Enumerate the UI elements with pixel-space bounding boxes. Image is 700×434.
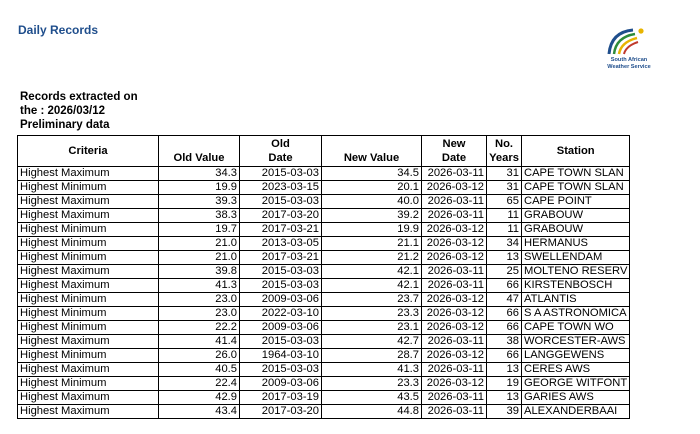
cell-new-value: 19.9 [322,223,422,237]
cell-years: 66 [487,307,522,321]
cell-new-date: 2026-03-11 [422,335,487,349]
saws-logo-icon [607,24,651,56]
cell-new-value: 42.1 [322,265,422,279]
extraction-date: the : 2026/03/12 [20,105,106,117]
cell-criteria: Highest Maximum [18,265,159,279]
cell-old-date: 2015-03-03 [240,335,322,349]
cell-criteria: Highest Minimum [18,377,159,391]
col-old-date-line2: Date [268,152,293,164]
cell-new-date: 2026-03-12 [422,237,487,251]
col-new-date [422,136,487,167]
cell-old-date: 2015-03-03 [240,363,322,377]
table-row [18,181,630,195]
cell-new-date: 2026-03-11 [422,209,487,223]
cell-years: 39 [487,405,522,419]
table-row [18,265,630,279]
logo-text-line1: South African [610,57,648,63]
cell-new-value: 23.3 [322,377,422,391]
table-row [18,363,630,377]
cell-station: ALEXANDERBAAI [522,405,630,419]
cell-criteria: Highest Minimum [18,293,159,307]
cell-years: 38 [487,335,522,349]
cell-station: S A ASTRONOMICA [522,307,630,321]
cell-new-date: 2026-03-11 [422,279,487,293]
cell-new-value: 42.7 [322,335,422,349]
cell-old-date: 1964-03-10 [240,349,322,363]
table-row [18,377,630,391]
table-row [18,307,630,321]
col-years-line1: No. [494,138,514,150]
cell-new-value: 40.0 [322,195,422,209]
table-row [18,321,630,335]
cell-new-value: 21.2 [322,251,422,265]
col-criteria: Criteria [18,136,159,167]
cell-old-date: 2015-03-03 [240,167,322,181]
cell-station: KIRSTENBOSCH [522,279,630,293]
cell-new-value: 23.7 [322,293,422,307]
cell-station: CAPE TOWN SLAN [522,167,630,181]
cell-old-value: 40.5 [159,363,240,377]
cell-new-date: 2026-03-11 [422,391,487,405]
cell-criteria: Highest Maximum [18,335,159,349]
cell-years: 31 [487,181,522,195]
cell-station: GRABOUW [522,209,630,223]
cell-old-date: 2017-03-20 [240,209,322,223]
cell-criteria: Highest Minimum [18,237,159,251]
cell-years: 11 [487,209,522,223]
table-row [18,167,630,181]
cell-years: 13 [487,363,522,377]
cell-new-value: 23.1 [322,321,422,335]
cell-new-date: 2026-03-11 [422,405,487,419]
cell-station: CAPE TOWN WO [522,321,630,335]
cell-old-value: 21.0 [159,237,240,251]
col-years-line2: Years [489,152,519,164]
extraction-line1: Records extracted on [20,91,138,103]
cell-new-value: 23.3 [322,307,422,321]
cell-old-value: 26.0 [159,349,240,363]
cell-new-date: 2026-03-12 [422,293,487,307]
cell-new-value: 39.2 [322,209,422,223]
cell-years: 47 [487,293,522,307]
table-row [18,209,630,223]
table-row [18,279,630,293]
cell-criteria: Highest Maximum [18,279,159,293]
cell-new-value: 28.7 [322,349,422,363]
cell-old-date: 2009-03-06 [240,321,322,335]
cell-old-value: 23.0 [159,307,240,321]
cell-criteria: Highest Maximum [18,167,159,181]
cell-station: CAPE POINT [522,195,630,209]
cell-station: WORCESTER-AWS [522,335,630,349]
cell-criteria: Highest Minimum [18,307,159,321]
cell-criteria: Highest Minimum [18,321,159,335]
cell-years: 13 [487,251,522,265]
cell-new-value: 42.1 [322,279,422,293]
cell-criteria: Highest Maximum [18,363,159,377]
cell-old-value: 41.3 [159,279,240,293]
cell-station: GEORGE WITFONT [522,377,630,391]
cell-old-date: 2017-03-19 [240,391,322,405]
table-row [18,237,630,251]
cell-new-date: 2026-03-11 [422,195,487,209]
cell-old-date: 2015-03-03 [240,195,322,209]
cell-old-date: 2015-03-03 [240,279,322,293]
cell-old-date: 2017-03-20 [240,405,322,419]
cell-years: 66 [487,349,522,363]
cell-old-value: 23.0 [159,293,240,307]
cell-station: LANGGEWENS [522,349,630,363]
cell-new-date: 2026-03-12 [422,251,487,265]
cell-old-value: 39.3 [159,195,240,209]
cell-new-date: 2026-03-11 [422,265,487,279]
cell-old-value: 39.8 [159,265,240,279]
cell-station: SWELLENDAM [522,251,630,265]
cell-old-date: 2015-03-03 [240,265,322,279]
cell-years: 31 [487,167,522,181]
cell-new-value: 34.5 [322,167,422,181]
cell-station: CERES AWS [522,363,630,377]
cell-new-value: 21.1 [322,237,422,251]
cell-old-value: 38.3 [159,209,240,223]
col-years [487,136,522,167]
table-row [18,391,630,405]
cell-new-value: 20.1 [322,181,422,195]
logo-text-line2: Weather Service [607,63,651,70]
cell-station: GRABOUW [522,223,630,237]
col-new-date-line1: New [442,138,466,150]
cell-years: 65 [487,195,522,209]
cell-new-date: 2026-03-12 [422,321,487,335]
cell-criteria: Highest Minimum [18,251,159,265]
records-table [17,135,630,419]
cell-years: 34 [487,237,522,251]
col-new-date-line2: Date [441,152,467,164]
col-station: Station [522,136,630,167]
cell-new-date: 2026-03-12 [422,181,487,195]
cell-old-value: 42.9 [159,391,240,405]
cell-old-value: 34.3 [159,167,240,181]
table-header-row [18,136,630,167]
cell-years: 66 [487,279,522,293]
cell-station: MOLTENO RESERV [522,265,630,279]
table-row [18,349,630,363]
cell-criteria: Highest Maximum [18,405,159,419]
cell-station: GARIES AWS [522,391,630,405]
table-row [18,405,630,419]
table-body [18,167,630,419]
cell-criteria: Highest Maximum [18,209,159,223]
cell-criteria: Highest Minimum [18,181,159,195]
cell-old-value: 19.9 [159,181,240,195]
cell-station: ATLANTIS [522,293,630,307]
cell-new-value: 41.3 [322,363,422,377]
cell-new-date: 2026-03-12 [422,223,487,237]
cell-criteria: Highest Maximum [18,195,159,209]
table-row [18,195,630,209]
cell-old-value: 43.4 [159,405,240,419]
cell-years: 66 [487,321,522,335]
cell-station: HERMANUS [522,237,630,251]
col-old-date [240,136,322,167]
cell-new-value: 44.8 [322,405,422,419]
cell-old-value: 22.2 [159,321,240,335]
cell-old-date: 2022-03-10 [240,307,322,321]
cell-old-date: 2017-03-21 [240,251,322,265]
page-title: Daily Records [18,23,99,37]
col-old-date-line1: Old [271,138,290,150]
col-new-value: New Value [322,136,422,167]
cell-old-date: 2009-03-06 [240,377,322,391]
cell-criteria: Highest Maximum [18,391,159,405]
preliminary-note: Preliminary data [20,119,110,131]
table-row [18,293,630,307]
cell-old-date: 2017-03-21 [240,223,322,237]
cell-station: CAPE TOWN SLAN [522,181,630,195]
cell-new-date: 2026-03-12 [422,377,487,391]
cell-old-value: 19.7 [159,223,240,237]
cell-new-date: 2026-03-11 [422,363,487,377]
cell-old-value: 22.4 [159,377,240,391]
table-row [18,223,630,237]
table-row [18,335,630,349]
cell-years: 19 [487,377,522,391]
cell-new-date: 2026-03-11 [422,167,487,181]
extraction-info [20,90,160,132]
cell-old-date: 2013-03-05 [240,237,322,251]
cell-new-date: 2026-03-12 [422,307,487,321]
saws-logo [594,24,664,72]
cell-new-value: 43.5 [322,391,422,405]
cell-criteria: Highest Minimum [18,223,159,237]
table-row [18,251,630,265]
cell-old-date: 2009-03-06 [240,293,322,307]
cell-old-value: 41.4 [159,335,240,349]
cell-old-date: 2023-03-15 [240,181,322,195]
cell-years: 25 [487,265,522,279]
cell-old-value: 21.0 [159,251,240,265]
cell-years: 11 [487,223,522,237]
cell-criteria: Highest Minimum [18,349,159,363]
cell-new-date: 2026-03-12 [422,349,487,363]
cell-years: 13 [487,391,522,405]
col-old-value: Old Value [159,136,240,167]
